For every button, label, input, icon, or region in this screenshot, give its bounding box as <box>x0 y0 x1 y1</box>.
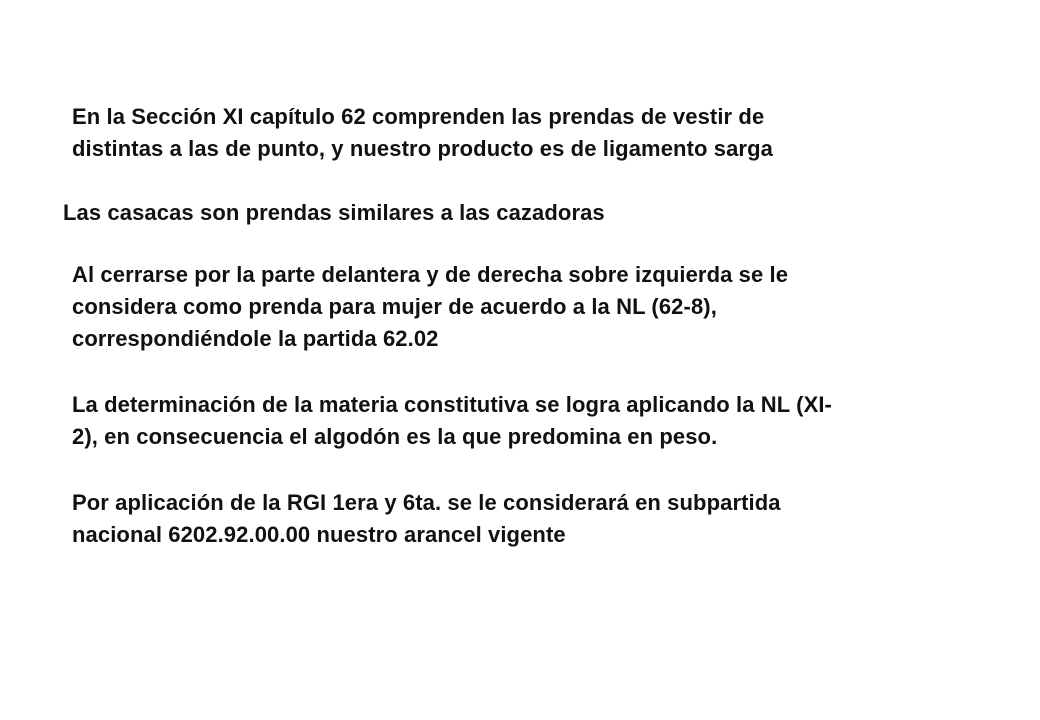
paragraph-line: Por aplicación de la RGI 1era y 6ta. se le considerará en subpartida <box>72 490 781 515</box>
paragraph-line: correspondiéndole la partida 62.02 <box>72 326 439 351</box>
paragraph-line: nacional 6202.92.00.00 nuestro arancel vigente <box>72 522 566 547</box>
paragraph-cierre <box>72 259 788 355</box>
paragraph-casacas <box>63 197 605 229</box>
paragraph-line: considera como prenda para mujer de acuerdo a la NL (62-8), <box>72 294 717 319</box>
paragraph-line: distintas a las de punto, y nuestro producto es de ligamento sarga <box>72 136 773 161</box>
paragraph-line: La determinación de la materia constitutiva se logra aplicando la NL (XI- <box>72 392 832 417</box>
paragraph-line: En la Sección XI capítulo 62 comprenden las prendas de vestir de <box>72 104 765 129</box>
paragraph-line: Al cerrarse por la parte delantera y de derecha sobre izquierda se le <box>72 262 789 287</box>
paragraph-section-xi <box>72 101 773 165</box>
paragraph-materia-constitutiva <box>72 389 832 453</box>
paragraph-line: 2), en consecuencia el algodón es la que predomina en peso. <box>72 424 718 449</box>
paragraph-subpartida <box>72 487 781 551</box>
paragraph-line: Las casacas son prendas similares a las cazadoras <box>63 200 605 225</box>
